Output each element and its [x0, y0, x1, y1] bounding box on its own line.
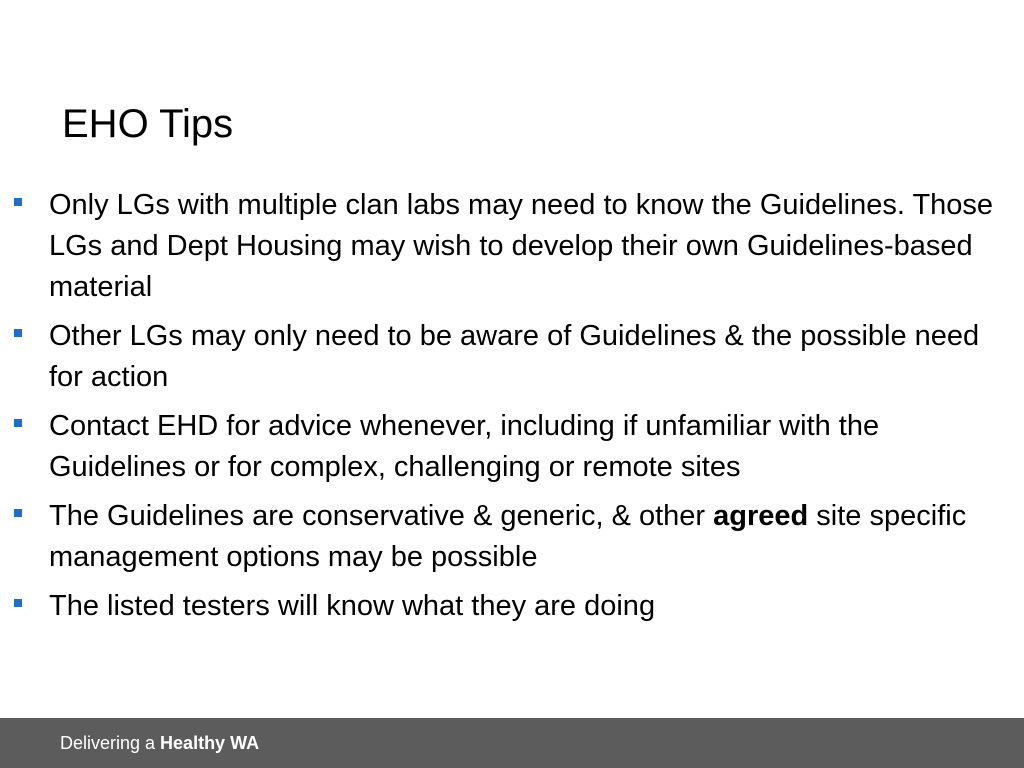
footer-bar — [0, 718, 1024, 768]
square-bullet-icon — [14, 198, 22, 206]
bullet-item — [14, 496, 1014, 578]
bullet-list — [14, 185, 1014, 635]
bullet-text: Contact EHD for advice whenever, including if unfamiliar with the Guidelines or for complex, challenging or remote sites — [49, 410, 880, 483]
bullet-text-emphasis: agreed — [713, 500, 809, 532]
footer-slogan-bold: Healthy WA — [160, 733, 260, 753]
slide-title: EHO Tips — [62, 102, 234, 146]
bullet-text — [49, 500, 966, 573]
bullet-text: The listed testers will know what they are doing — [49, 590, 656, 622]
bullet-item — [14, 586, 1014, 627]
bullet-item — [14, 185, 1014, 308]
square-bullet-icon — [14, 599, 22, 607]
bullet-text-before: The Guidelines are conservative & generic, & other — [49, 500, 714, 532]
bullet-text: Other LGs may only need to be aware of Guidelines & the possible need for action — [49, 320, 980, 393]
footer-slogan — [60, 732, 259, 754]
square-bullet-icon — [14, 419, 22, 427]
square-bullet-icon — [14, 329, 22, 337]
bullet-text-after: site specific management options may be possible — [49, 500, 967, 573]
bullet-item — [14, 316, 1014, 398]
bullet-text: Only LGs with multiple clan labs may need to know the Guidelines. Those LGs and Dept Housing may wish to develop their own Guidelines-based material — [49, 189, 994, 303]
square-bullet-icon — [14, 509, 22, 517]
footer-slogan-regular: Delivering a — [60, 733, 161, 753]
bullet-item — [14, 406, 1014, 488]
